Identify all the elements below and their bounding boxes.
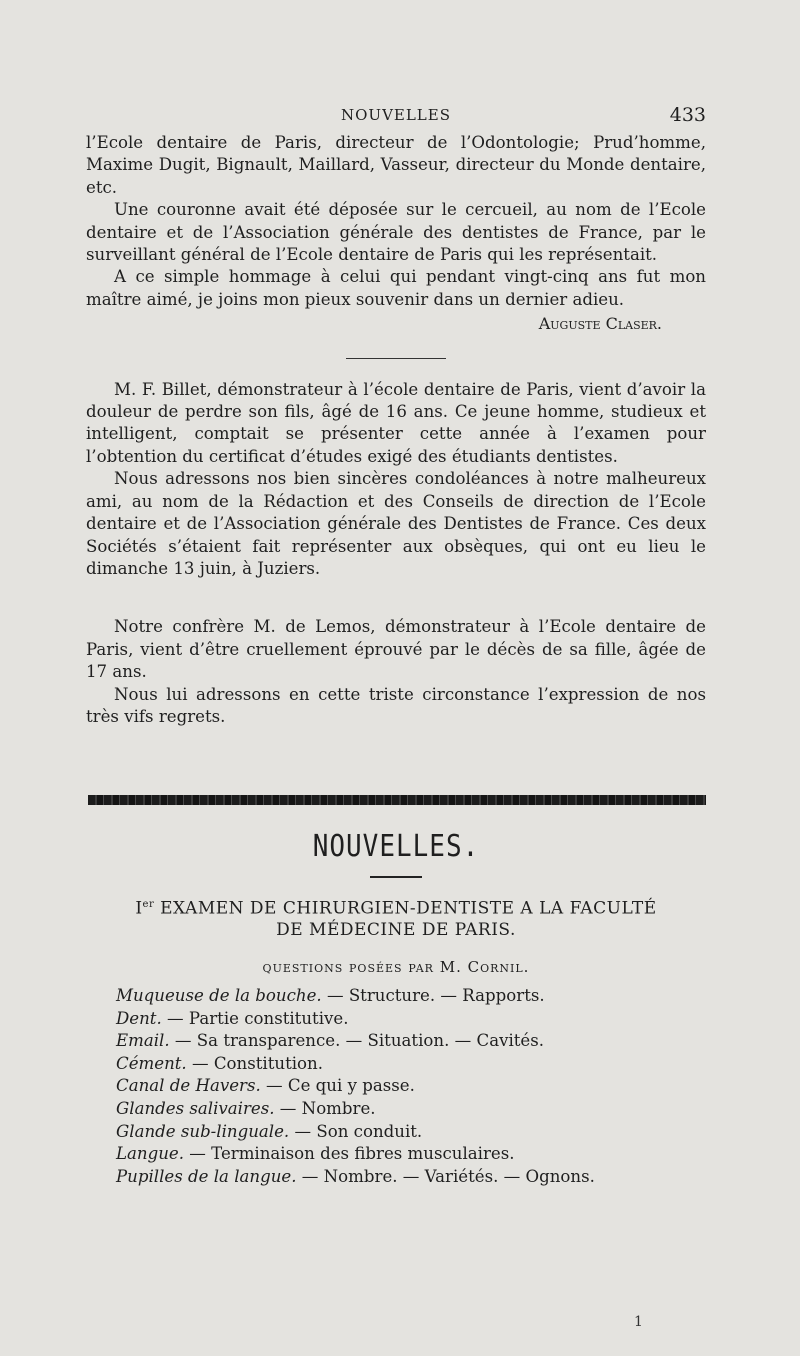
question-topic: Pupilles de la langue.: [116, 1166, 297, 1186]
question-item: [116, 985, 676, 1008]
question-topic: Muqueuse de la bouche.: [116, 986, 322, 1005]
questions-byline: questions posées par M. Cornil.: [262, 958, 530, 976]
question-item: [116, 1121, 676, 1144]
question-detail: — Sa transparence. — Situation. — Cavités.: [169, 1031, 545, 1051]
question-topic: Langue.: [116, 1144, 185, 1164]
section-heading: NOUVELLES.: [312, 829, 480, 865]
exam-title-line-1: [96, 894, 696, 920]
billet-paragraph-1: M. F. Billet, démonstrateur à l’école dentaire de Paris, vient d’avoir la douleur de perdre son fils, âgé de 16 ans. Ce jeune homme, studieux et intelligent, comptait se présenter cette année à l’examen pour l’obtention du certificat d’études exigé des étudiants dentistes.: [86, 379, 706, 466]
question-topic: Glandes salivaires.: [116, 1098, 275, 1118]
question-item: [116, 1143, 676, 1166]
question-topic: Canal de Havers.: [116, 1076, 261, 1096]
obituary-paragraph-2: Une couronne avait été déposée sur le cercueil, au nom de l’Ecole dentaire et de l’Association générale des dentistes de France, par le surveillant général de l’Ecole dentaire de Paris qui les représentait.: [86, 200, 706, 265]
page-number: 433: [669, 104, 706, 126]
question-topic: Email.: [116, 1031, 170, 1051]
exam-ordinal: I: [135, 898, 143, 919]
body-text: [86, 132, 706, 728]
question-detail: — Structure. — Rapports.: [321, 986, 545, 1005]
question-item: [116, 1075, 676, 1098]
question-detail: — Partie constitutive.: [161, 1008, 349, 1028]
lemos-paragraph-1: Notre confrère M. de Lemos, démonstrateur à l’Ecole dentaire de Paris, vient d’être cruellement éprouvé par le décès de sa fille, âgée de 17 ans.: [86, 617, 706, 682]
question-item: [116, 1053, 676, 1076]
footer-mark: 1: [634, 1314, 643, 1330]
decorative-banner: [88, 795, 706, 805]
question-item: [116, 1030, 676, 1053]
question-topic: Dent.: [116, 1008, 162, 1028]
billet-paragraph-2: Nous adressons nos bien sincères condoléances à notre malheureux ami, au nom de la Rédaction et des Conseils de direction de l’Ecole dentaire et de l’Association générale des Dentistes de France. Ces deux Sociétés s’étaient fait représenter aux obsèques, qui ont eu lieu le dimanche 13 juin, à Juziers.: [86, 469, 706, 578]
heading-rule: [370, 876, 422, 878]
question-detail: — Constitution.: [186, 1053, 323, 1073]
question-detail: — Terminaison des fibres musculaires.: [184, 1144, 515, 1164]
obituary-paragraph-1: l’Ecole dentaire de Paris, directeur de l’Odontologie; Prud’homme, Maxime Dugit, Bignault, Maillard, Vasseur, directeur du Monde dentaire, etc.: [86, 133, 706, 197]
question-detail: — Ce qui y passe.: [260, 1076, 415, 1096]
running-head: [86, 104, 706, 128]
questions-list: [116, 985, 676, 1188]
exam-title-text: EXAMEN DE CHIRURGIEN-DENTISTE A LA FACULTÉ: [154, 898, 657, 919]
question-topic: Glande sub-linguale.: [116, 1121, 290, 1141]
exam-ordinal-sup: er: [142, 899, 155, 910]
running-title: NOUVELLES: [341, 106, 451, 124]
question-item: [116, 1166, 676, 1189]
exam-title-line-2: DE MÉDECINE DE PARIS.: [276, 919, 516, 940]
exam-title: [96, 894, 696, 941]
lemos-paragraph-2: Nous lui adressons en cette triste circonstance l’expression de nos très vifs regrets.: [86, 684, 706, 726]
question-detail: — Son conduit.: [289, 1121, 423, 1141]
obituary-paragraph-3: A ce simple hommage à celui qui pendant vingt-cinq ans fut mon maître aimé, je joins mon pieux souvenir dans un dernier adieu.: [86, 267, 706, 309]
question-topic: Cément.: [116, 1053, 187, 1073]
section-divider: [346, 358, 446, 359]
question-detail: — Nombre. — Variétés. — Ognons.: [296, 1166, 595, 1186]
question-detail: — Nombre.: [274, 1098, 376, 1118]
obituary-signature: Auguste Claser.: [538, 314, 662, 334]
question-item: [116, 1098, 676, 1121]
section-gap: [86, 580, 706, 616]
question-item: [116, 1008, 676, 1031]
